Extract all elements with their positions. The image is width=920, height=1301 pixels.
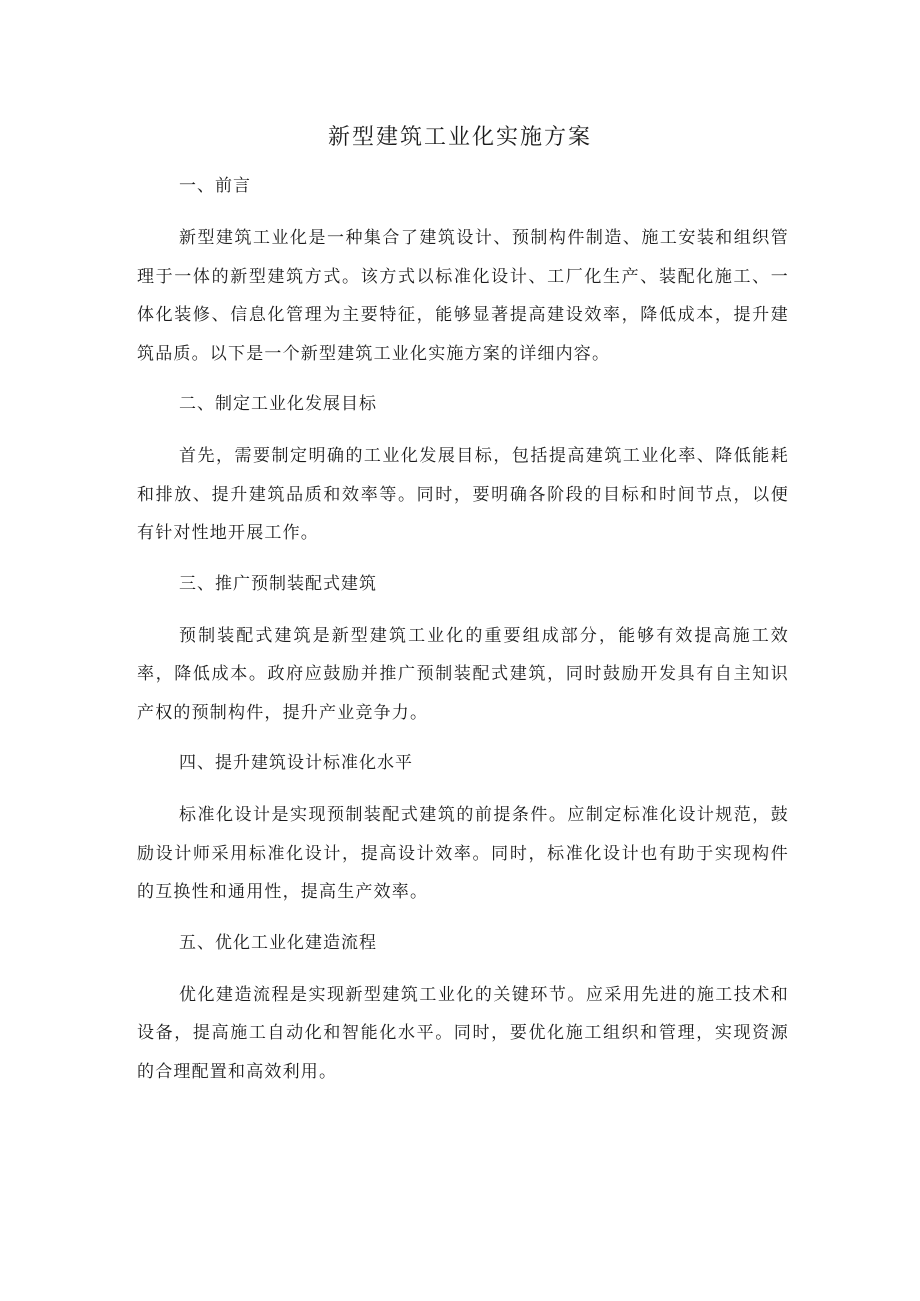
document-body [137, 173, 789, 1091]
section-heading-standardization: 四、提升建筑设计标准化水平 [179, 753, 413, 773]
section-heading-goals: 二、制定工业化发展目标 [179, 394, 377, 414]
section-paragraph-goals: 首先，需要制定明确的工业化发展目标，包括提高建筑工业化率、降低能耗和排放、提升建筑品质和效率等。同时，要明确各阶段的目标和时间节点，以便有针对性地开展工作。 [137, 446, 789, 543]
section-paragraph-prefab: 预制装配式建筑是新型建筑工业化的重要组成部分，能够有效提高施工效率，降低成本。政府应鼓励并推广预制装配式建筑，同时鼓励开发具有自主知识产权的预制构件，提升产业竞争力。 [137, 625, 789, 723]
section-paragraph-process: 优化建造流程是实现新型建筑工业化的关键环节。应采用先进的施工技术和设备，提高施工自动化和智能化水平。同时，要优化施工组织和管理，实现资源的合理配置和高效利用。 [137, 984, 789, 1082]
section-heading-preface: 一、前言 [179, 176, 251, 196]
section-heading-prefab: 三、推广预制装配式建筑 [179, 573, 377, 594]
section-paragraph-standardization: 标准化设计是实现预制装配式建筑的前提条件。应制定标准化设计规范，鼓励设计师采用标准化设计，提高设计效率。同时，标准化设计也有助于实现构件的互换性和通用性，提高生产效率。 [137, 805, 789, 902]
section-paragraph-preface: 新型建筑工业化是一种集合了建筑设计、预制构件制造、施工安装和组织管理于一体的新型建筑方式。该方式以标准化设计、工厂化生产、装配化施工、一体化装修、信息化管理为主要特征，能够显著提高建设效率，降低成本，提升建筑品质。以下是一个新型建筑工业化实施方案的详细内容。 [137, 228, 789, 364]
document-title: 新型建筑工业化实施方案 [327, 125, 592, 150]
section-heading-process: 五、优化工业化建造流程 [179, 932, 377, 953]
